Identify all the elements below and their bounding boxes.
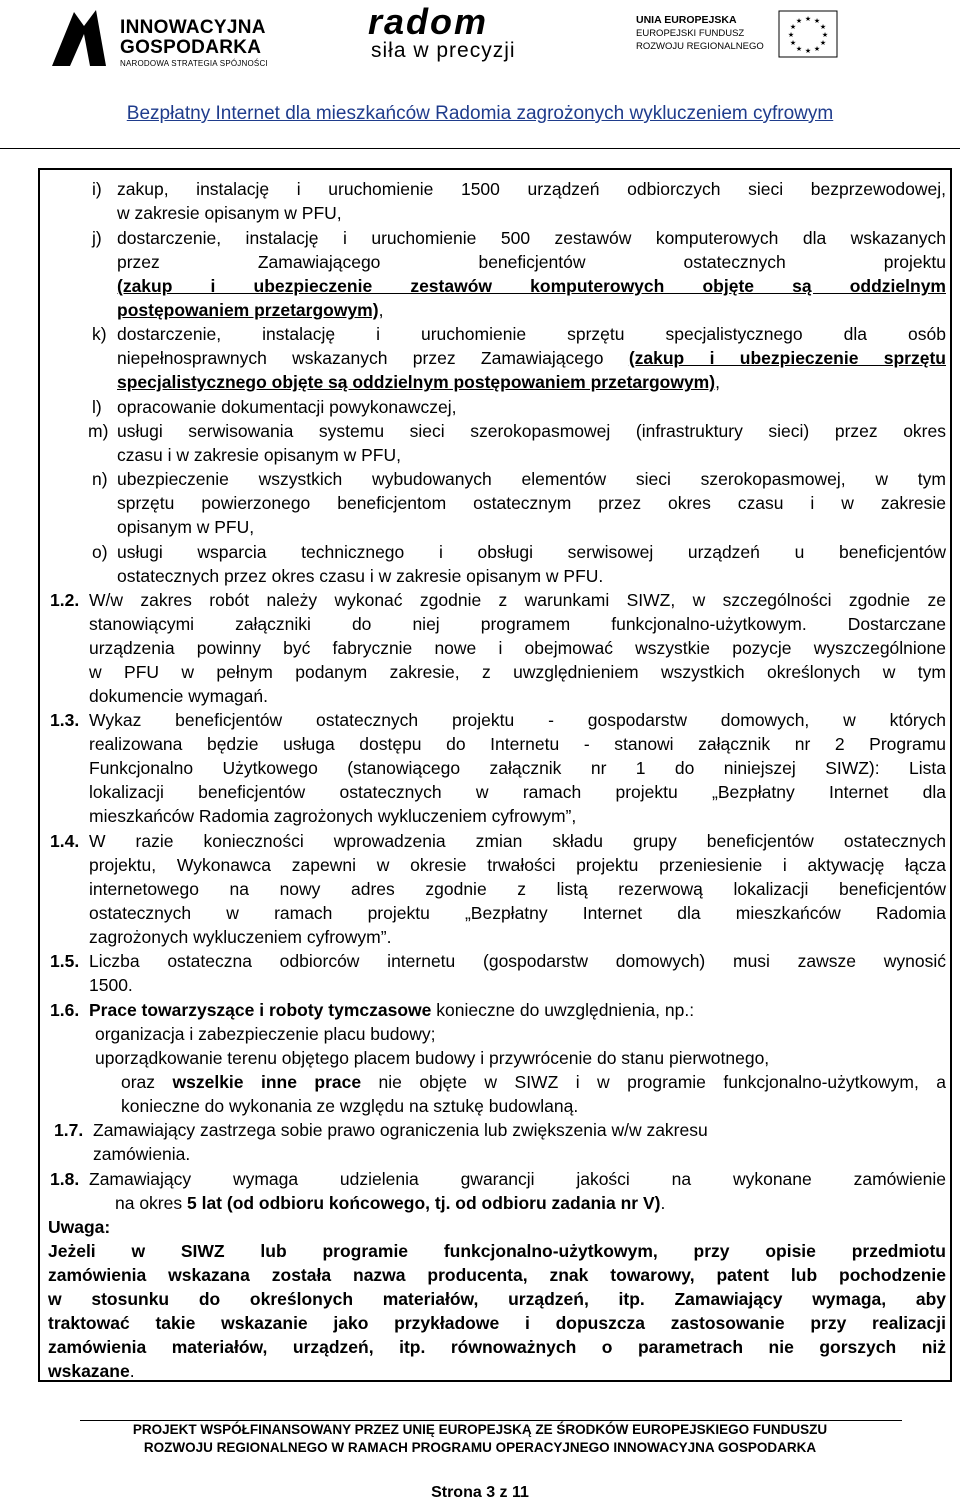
section-1-5-line2: 1500. (89, 975, 133, 995)
section-1-8-number: 1.8. (50, 1169, 80, 1189)
logo-left-line3: NARODOWA STRATEGIA SPÓJNOŚCI (120, 59, 268, 68)
item-i-label: i) (92, 179, 102, 199)
note-line3: w stosunku do określonych materiałów, urządzeń, itp. Zamawiający wymaga, aby (48, 1289, 946, 1309)
section-1-5-number: 1.5. (50, 951, 80, 971)
item-n-line2: sprzętu powierzonego beneficjentom ostatecznym przez okres czasu i w zakresie (117, 493, 946, 513)
section-1-2-line1: W/w zakres robót należy wykonać zgodnie z warunkami SIWZ, w szczególności zgodnie ze (89, 590, 946, 610)
footer-line1: PROJEKT WSPÓŁFINANSOWANY PRZEZ UNIĘ EUROPEJSKĄ ZE ŚRODKÓW EUROPEJSKIEGO FUNDUSZU (132, 1422, 828, 1437)
svg-text:★: ★ (789, 39, 797, 47)
radom-logo-tagline: siła w precyzji (371, 39, 516, 62)
logo-right-line3: ROZWOJU REGIONALNEGO (636, 41, 764, 52)
section-1-6-line3: uporządkowanie terenu objętego placem budowy i przywrócenie do stanu pierwotnego, (95, 1048, 770, 1068)
section-1-2-line2: stanowiącymi załączniki do niej programem funkcjonalno-użytkowym. Dostarczane (89, 614, 946, 634)
svg-text:★: ★ (789, 23, 797, 31)
eu-flag-icon (778, 10, 838, 58)
section-1-6-line4 (121, 1071, 946, 1093)
logo-left-line1: INNOWACYJNA (120, 17, 266, 38)
svg-text:★: ★ (795, 17, 803, 25)
item-o-line1: usługi wsparcia technicznego i obsługi serwisowej urządzeń u beneficjentów (117, 542, 946, 562)
item-m-line2: czasu i w zakresie opisanym w PFU, (117, 445, 401, 465)
item-l-line1: opracowanie dokumentacji powykonawczej, (117, 397, 457, 417)
svg-text:★: ★ (804, 15, 812, 23)
logo-left-line2: GOSPODARKA (120, 37, 262, 58)
radom-logo-name: radom (368, 1, 489, 42)
item-m-line1: usługi serwisowania systemu sieci szerokopasmowej (infrastruktury sieci) przez okres (117, 421, 946, 441)
item-l-label: l) (92, 397, 102, 417)
innowacyjna-gospodarka-emblem-icon (44, 6, 114, 70)
section-1-6-line5: konieczne do wykonania ze względu na sztukę budowlaną. (121, 1096, 579, 1116)
section-1-4-number: 1.4. (50, 831, 80, 851)
item-i-line2: w zakresie opisanym w PFU, (117, 203, 342, 223)
note-line6-bold: wskazane (48, 1361, 130, 1381)
radom-logo (368, 1, 528, 64)
section-1-7-number: 1.7. (54, 1120, 84, 1140)
item-n-line3: opisanym w PFU, (117, 517, 255, 537)
logo-right-line2: EUROPEJSKI FUNDUSZ (636, 28, 745, 39)
item-n-label: n) (92, 469, 108, 489)
logo-right-line1: UNIA EUROPEJSKA (636, 14, 737, 26)
note-line1: Jeżeli w SIWZ lub programie funkcjonalno-użytkowym, przy opisie przedmiotu (48, 1241, 946, 1261)
section-1-3-number: 1.3. (50, 710, 80, 730)
item-j-line4 (117, 299, 383, 321)
section-1-6-number: 1.6. (50, 1000, 80, 1020)
section-1-3-line1: Wykaz beneficjentów ostatecznych projektu - gospodarstw domowych, w których (89, 710, 946, 730)
item-j-label: j) (92, 228, 102, 248)
section-1-8-line1: Zamawiający wymaga udzielenia gwarancji jakości na wykonane zamówienie (89, 1169, 946, 1189)
section-1-3-line3: Funkcjonalno Użytkowego (stanowiącego załącznik nr 1 do niniejszej SIWZ): Lista (89, 758, 946, 778)
section-1-6-bold: Prace towarzyszące i roboty tymczasowe (89, 1000, 432, 1020)
innowacyjna-gospodarka-logo (44, 6, 274, 66)
svg-text:★: ★ (813, 45, 821, 53)
project-title: Bezpłatny Internet dla mieszkańców Radomia zagrożonych wykluczeniem cyfrowym (126, 103, 834, 124)
item-m-label: m) (88, 421, 109, 441)
section-1-7-line1: Zamawiający zastrzega sobie prawo ograniczenia lub zwiększenia w/w zakresu (93, 1120, 708, 1140)
section-1-6-line1 (89, 999, 694, 1021)
eu-logo (636, 14, 916, 62)
page-number: Strona 3 z 11 (431, 1484, 529, 1501)
note-title: Uwaga: (48, 1217, 111, 1237)
section-1-4-line1: W razie konieczności wprowadzenia zmian składu grupy beneficjentów ostatecznych (89, 831, 946, 851)
svg-text:★: ★ (821, 31, 829, 39)
section-1-2-line4: w PFU w pełnym podanym zakresie, z uwzględnieniem wszystkich określonych w tym (89, 662, 946, 682)
item-j-line4-tail: , (378, 300, 384, 320)
item-k-line2-text: niepełnosprawnych wskazanych przez Zamawiającego (117, 348, 629, 368)
item-o-line2: ostatecznych przez okres czasu i w zakresie opisanym w PFU. (117, 566, 604, 586)
section-1-6-line4-rest: nie objęte w SIWZ i w programie funkcjonalno-użytkowym, a (361, 1072, 947, 1092)
item-j-line1: dostarczenie, instalację i uruchomienie 500 zestawów komputerowych dla wskazanych (117, 228, 946, 248)
section-1-8-line2-rest: . (660, 1193, 666, 1213)
note-line4: traktować takie wskazanie jako przykładowe i dopuszcza zastosowanie przy realizacji (48, 1313, 946, 1333)
item-k-label: k) (92, 324, 107, 344)
section-1-6-line2: organizacja i zabezpieczenie placu budowy; (95, 1024, 436, 1044)
item-i-line1: zakup, instalację i uruchomienie 1500 urządzeń odbiorczych sieci bezprzewodowej, (117, 179, 946, 199)
section-1-3-line4: lokalizacji beneficjentów ostatecznych w ramach projektu „Bezpłatny Internet dla (89, 782, 946, 802)
section-1-2-number: 1.2. (50, 590, 80, 610)
item-j-line3: (zakup i ubezpieczenie zestawów komputerowych objęte są oddzielnym (117, 276, 946, 296)
note-line2: zamówienia wskazana została nazwa producenta, znak towarowy, patent lub pochodzenie (48, 1265, 946, 1285)
section-1-5-line1: Liczba ostateczna odbiorców internetu (gospodarstw domowych) musi zawsze wynosić (89, 951, 946, 971)
section-1-4-line2: projektu, Wykonawca zapewni w okresie trwałości projektu przeniesienie i aktywację łącza (89, 855, 946, 875)
section-1-6-rest: konieczne do uwzględnienia, np.: (431, 1000, 695, 1020)
note-line6-rest: . (129, 1361, 135, 1381)
note-line6 (48, 1360, 135, 1382)
svg-text:★: ★ (795, 45, 803, 53)
footer-line2: ROZWOJU REGIONALNEGO W RAMACH PROGRAMU OPERACYJNEGO INNOWACYJNA GOSPODARKA (143, 1440, 817, 1455)
svg-text:★: ★ (819, 39, 827, 47)
section-1-4-line3: internetowego na nowy adres zgodnie z listą rezerwową lokalizacji beneficjentów (89, 879, 946, 899)
header-divider (0, 148, 960, 149)
item-n-line1: ubezpieczenie wszystkich wybudowanych elementów sieci szerokopasmowej, w tym (117, 469, 946, 489)
item-k-line3 (117, 371, 720, 393)
item-k-line3-bold: specjalistycznego objęte są oddzielnym postępowaniem przetargowym) (117, 372, 716, 392)
section-1-7-line2: zamówienia. (93, 1144, 191, 1164)
svg-text:★: ★ (813, 17, 821, 25)
section-1-4-line5: zagrożonych wykluczeniem cyfrowym”. (89, 927, 392, 947)
footer-divider (80, 1420, 902, 1421)
page-header (0, 0, 960, 150)
section-1-4-line4: ostatecznych w ramach projektu „Bezpłatny Internet dla mieszkańców Radomia (89, 903, 946, 923)
item-k-line2 (117, 347, 946, 369)
section-1-6-line4-a: oraz (121, 1072, 173, 1092)
item-j-line2: przez Zamawiającego beneficjentów ostatecznych projektu (117, 252, 946, 272)
section-1-3-line2: realizowana będzie usługa dostępu do Internetu - stanowi załącznik nr 2 Programu (89, 734, 946, 754)
section-1-2-line3: urządzenia powinny być fabrycznie nowe i obejmować wszystkie pozycje wyszczególnione (89, 638, 946, 658)
item-k-line1: dostarczenie, instalację i uruchomienie sprzętu specjalistycznego dla osób (117, 324, 946, 344)
section-1-2-line5: dokumencie wymagań. (89, 686, 268, 706)
section-1-8-line2 (115, 1192, 665, 1214)
svg-text:★: ★ (819, 23, 827, 31)
item-k-line3-tail: , (715, 372, 720, 392)
svg-text:★: ★ (804, 47, 812, 55)
section-1-8-line2-bold: 5 lat (od odbioru końcowego, tj. od odbioru zadania nr V) (186, 1193, 661, 1213)
section-1-3-line5: mieszkańców Radomia zagrożonych wykluczeniem cyfrowym”, (89, 806, 577, 826)
section-1-6-line4-bold: wszelkie inne prace (172, 1072, 362, 1092)
section-1-8-line2-a: na okres (115, 1193, 187, 1213)
svg-text:★: ★ (787, 31, 795, 39)
item-k-line2-bold: (zakup i ubezpieczenie sprzętu (628, 348, 946, 368)
note-line5: zamówienia materiałów, urządzeń, itp. równoważnych o parametrach nie gorszych niż (48, 1337, 946, 1357)
item-o-label: o) (92, 542, 108, 562)
item-j-line4-bold: postępowaniem przetargowym) (117, 300, 379, 320)
